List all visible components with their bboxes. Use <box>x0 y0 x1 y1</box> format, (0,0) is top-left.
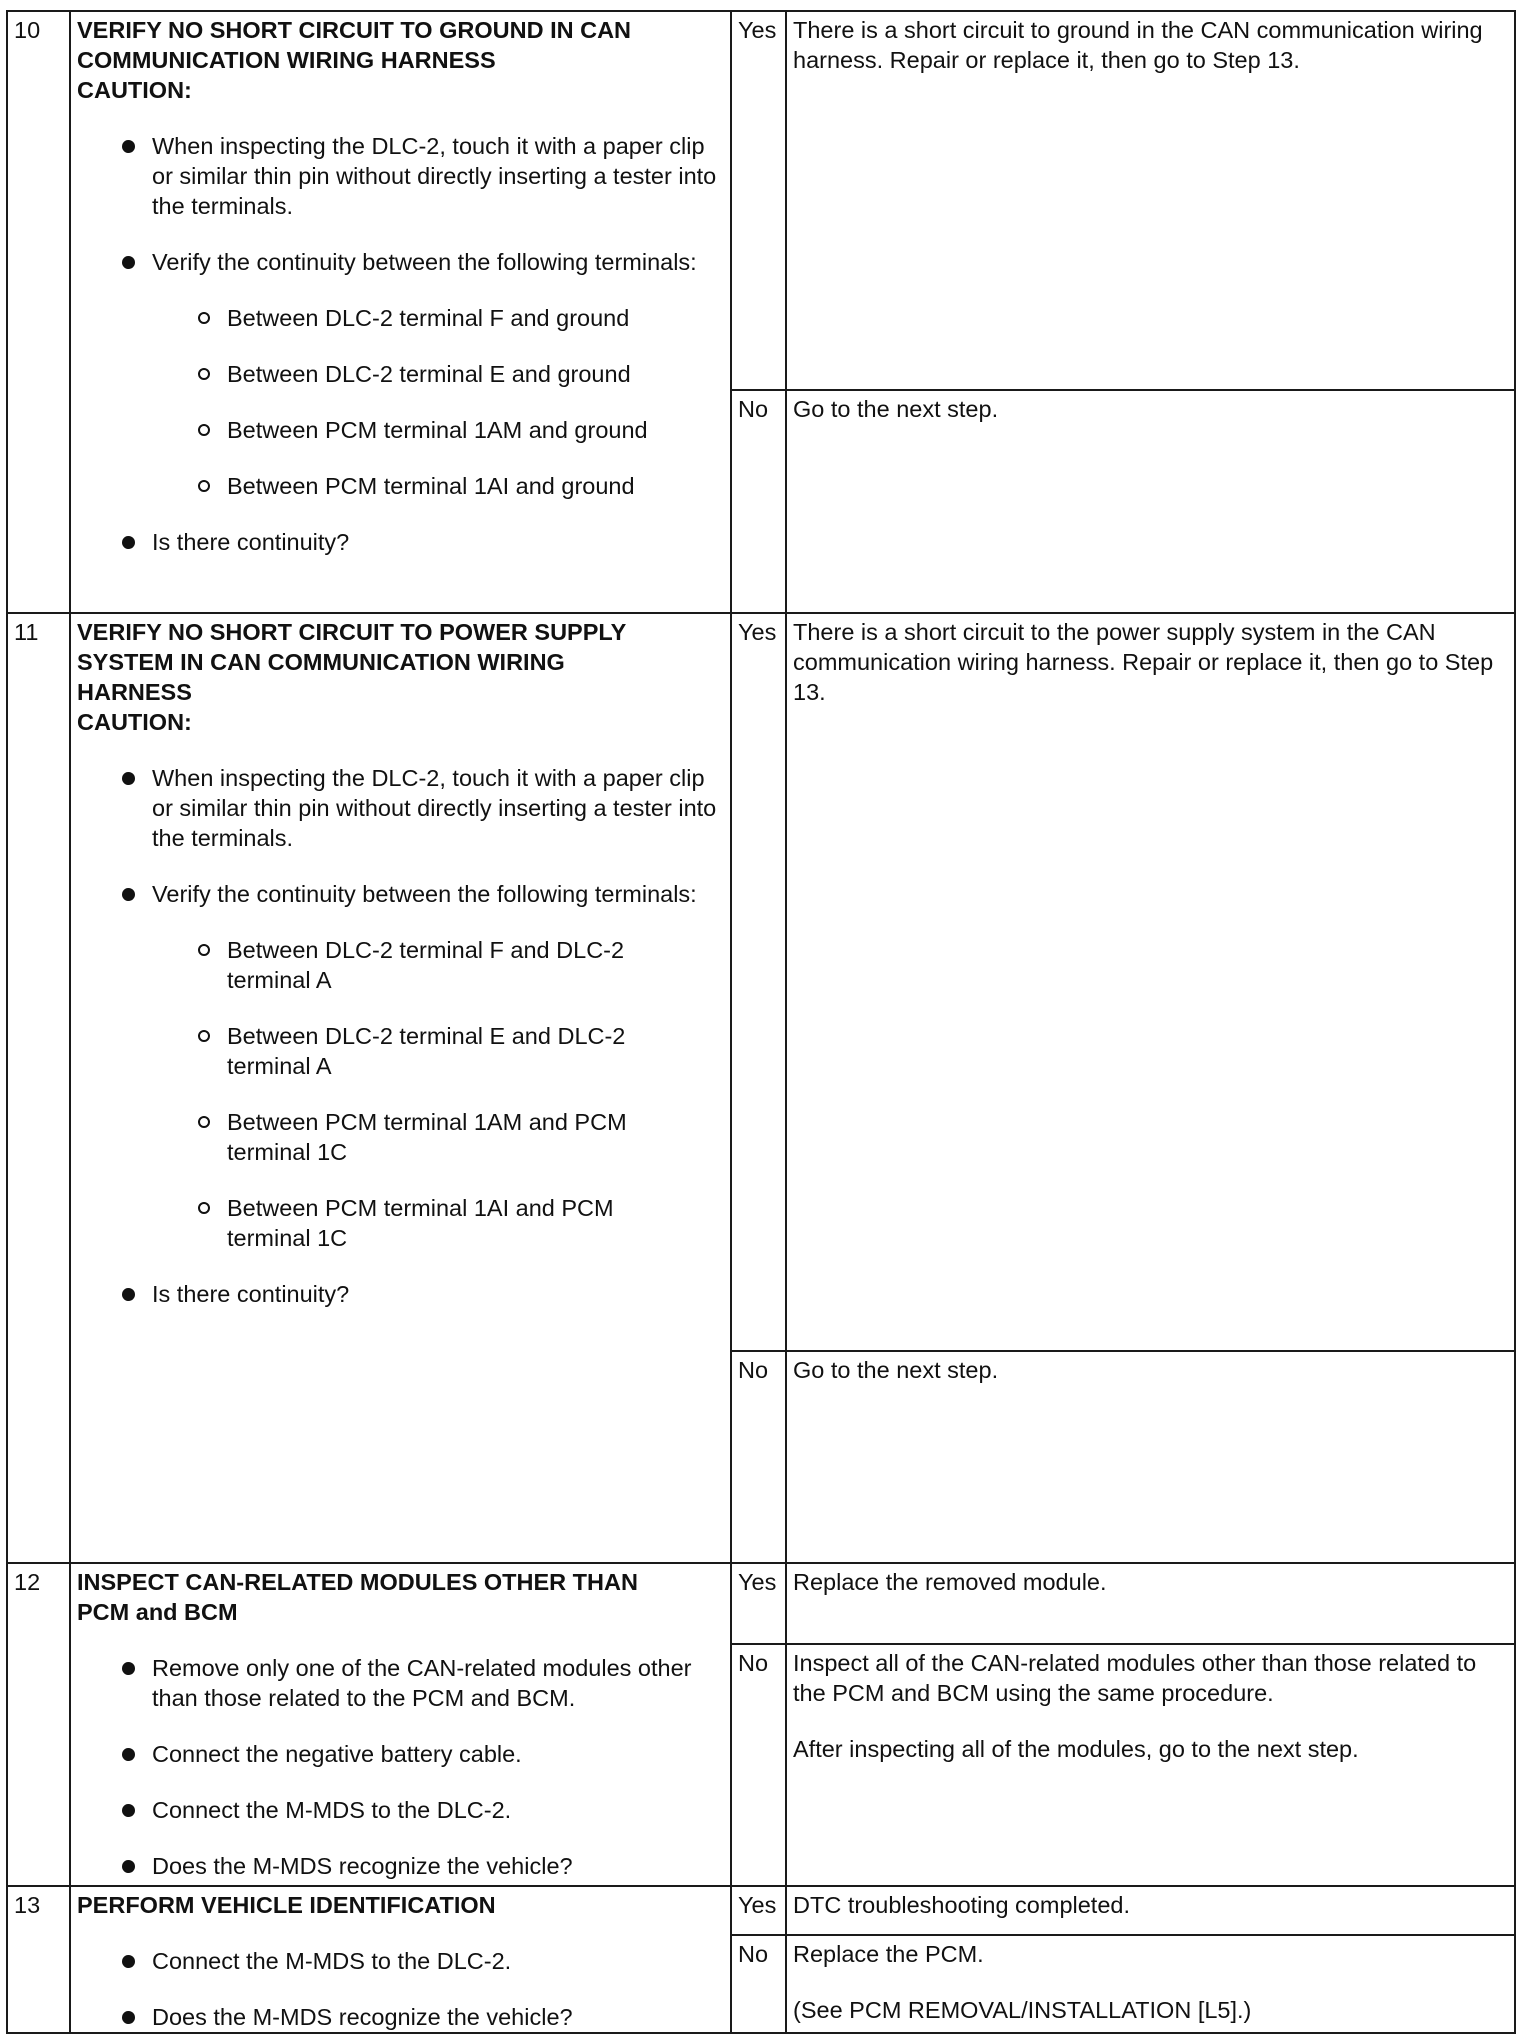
list-item: Does the M-MDS recognize the vehicle? <box>77 2002 724 2032</box>
question-list <box>77 527 724 557</box>
bullet-list <box>77 1653 724 1881</box>
no-result: Go to the next step. <box>786 1351 1515 1563</box>
bullet-list <box>77 763 724 909</box>
sub-bullet-list <box>77 303 724 501</box>
yes-result: Replace the removed module. <box>786 1563 1515 1644</box>
no-label: No <box>731 1644 786 1886</box>
question-item: Is there continuity? <box>77 1279 724 1309</box>
yes-result: There is a short circuit to the power supply system in the CAN communication wiring harness. Repair or replace it, then go to Step 13. <box>786 613 1515 1351</box>
bullet-list <box>77 1946 724 2032</box>
list-item: Remove only one of the CAN-related modules other than those related to the PCM and BCM. <box>77 1653 724 1713</box>
sub-list-item: Between DLC-2 terminal E and DLC-2 terminal A <box>77 1021 724 1081</box>
yes-label: Yes <box>731 1886 786 1935</box>
no-label: No <box>731 1351 786 1563</box>
no-label: No <box>731 390 786 613</box>
list-item: Connect the negative battery cable. <box>77 1739 724 1769</box>
no-label: No <box>731 1935 786 2033</box>
step-title: VERIFY NO SHORT CIRCUIT TO POWER SUPPLY SYSTEM IN CAN COMMUNICATION WIRING HARNESS <box>77 619 627 705</box>
step-number: 10 <box>7 11 70 613</box>
step-title: INSPECT CAN-RELATED MODULES OTHER THAN PCM and BCM <box>77 1569 638 1625</box>
no-result: Inspect all of the CAN-related modules other than those related to the PCM and BCM using the same procedure. After inspecting all of the modules, go to the next step. <box>786 1644 1515 1886</box>
sub-list-item: Between PCM terminal 1AI and PCM terminal 1C <box>77 1193 724 1253</box>
step-10-yes-row <box>7 11 1515 390</box>
no-result: Go to the next step. <box>786 390 1515 613</box>
sub-list-item: Between DLC-2 terminal F and DLC-2 terminal A <box>77 935 724 995</box>
list-item: Does the M-MDS recognize the vehicle? <box>77 1851 724 1881</box>
question-item: Is there continuity? <box>77 527 724 557</box>
list-item: When inspecting the DLC-2, touch it with a paper clip or similar thin pin without directly inserting a tester into the terminals. <box>77 763 724 853</box>
step-number: 13 <box>7 1886 70 2033</box>
yes-label: Yes <box>731 11 786 390</box>
step-action-cell <box>70 11 731 613</box>
step-action-cell <box>70 613 731 1563</box>
caution-label: CAUTION: <box>77 77 192 103</box>
step-action-cell <box>70 1886 731 2033</box>
step-title: VERIFY NO SHORT CIRCUIT TO GROUND IN CAN COMMUNICATION WIRING HARNESS <box>77 17 632 73</box>
step-11-yes-row <box>7 613 1515 1351</box>
sub-list-item: Between DLC-2 terminal E and ground <box>77 359 724 389</box>
bullet-list <box>77 131 724 277</box>
sub-bullet-list <box>77 935 724 1253</box>
yes-label: Yes <box>731 613 786 1351</box>
step-12-yes-row <box>7 1563 1515 1644</box>
sub-list-item: Between PCM terminal 1AI and ground <box>77 471 724 501</box>
step-number: 11 <box>7 613 70 1563</box>
list-item: Verify the continuity between the following terminals: <box>77 879 724 909</box>
step-action-cell <box>70 1563 731 1886</box>
yes-result: There is a short circuit to ground in the CAN communication wiring harness. Repair or replace it, then go to Step 13. <box>786 11 1515 390</box>
step-13-yes-row <box>7 1886 1515 1935</box>
step-number: 12 <box>7 1563 70 1886</box>
sub-list-item: Between PCM terminal 1AM and ground <box>77 415 724 445</box>
sub-list-item: Between PCM terminal 1AM and PCM terminal 1C <box>77 1107 724 1167</box>
caution-label: CAUTION: <box>77 709 192 735</box>
yes-label: Yes <box>731 1563 786 1644</box>
yes-result: DTC troubleshooting completed. <box>786 1886 1515 1935</box>
list-item: Verify the continuity between the following terminals: <box>77 247 724 277</box>
list-item: Connect the M-MDS to the DLC-2. <box>77 1795 724 1825</box>
troubleshooting-table <box>6 10 1516 2034</box>
question-list <box>77 1279 724 1309</box>
list-item: When inspecting the DLC-2, touch it with a paper clip or similar thin pin without directly inserting a tester into the terminals. <box>77 131 724 221</box>
step-title: PERFORM VEHICLE IDENTIFICATION <box>77 1892 496 1918</box>
sub-list-item: Between DLC-2 terminal F and ground <box>77 303 724 333</box>
list-item: Connect the M-MDS to the DLC-2. <box>77 1946 724 1976</box>
no-result: Replace the PCM. (See PCM REMOVAL/INSTALLATION [L5].) <box>786 1935 1515 2033</box>
